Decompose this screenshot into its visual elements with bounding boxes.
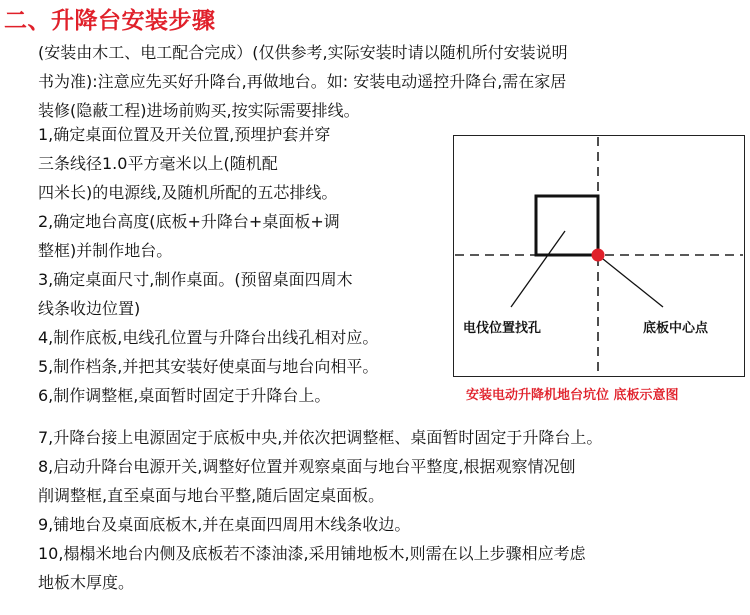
step-line: 10,榻榻米地台内侧及底板若不漆油漆,采用铺地板木,则需在以上步骤相应考虑 (38, 544, 586, 563)
hole-pointer-line (511, 231, 565, 307)
step-line: 6,制作调整框,桌面暂时固定于升降台上。 (38, 386, 331, 405)
hole-label: 电伐位置找孔 (463, 321, 542, 336)
step-line: 线条收边位置) (38, 299, 141, 318)
intro-paragraph (38, 38, 678, 125)
step-line: 四米长)的电源线,及随机所配的五芯排线。 (38, 183, 338, 202)
step-line: 7,升降台接上电源固定于底板中央,并依次把调整框、桌面暂时固定于升降台上。 (38, 428, 603, 447)
step-line: 地板木厚度。 (38, 573, 135, 592)
steps-list-bottom (38, 423, 728, 597)
intro-line: (安装由木工、电工配合完成）(仅供参考,实际安装时请以随机所付安装说明 (38, 43, 568, 62)
step-line: 三条线径1.0平方毫米以上(随机配 (38, 154, 278, 173)
diagram-drawing (453, 135, 745, 377)
step-line: 削调整框,直至桌面与地台平整,随后固定桌面板。 (38, 486, 385, 505)
steps-list-top (38, 120, 448, 410)
step-line: 整框)并制作地台。 (38, 241, 173, 260)
step-line: 9,铺地台及桌面底板木,并在桌面四周用木线条收边。 (38, 515, 411, 534)
cable-hole-box (536, 196, 598, 255)
diagram-caption: 安装电动升降机地台坑位 底板示意图 (466, 388, 679, 403)
page-title: 二、升降台安装步骤 (4, 8, 216, 34)
step-line: 8,启动升降台电源开关,调整好位置并观察桌面与地台平整度,根据观察情况刨 (38, 457, 576, 476)
center-pointer-line (598, 255, 663, 307)
center-label: 底板中心点 (643, 321, 709, 336)
step-line: 3,确定桌面尺寸,制作桌面。(预留桌面四周木 (38, 270, 353, 289)
floor-plate-diagram (453, 135, 745, 377)
step-line: 1,确定桌面位置及开关位置,预埋护套并穿 (38, 125, 331, 144)
step-line: 4,制作底板,电线孔位置与升降台出线孔相对应。 (38, 328, 379, 347)
step-line: 2,确定地台高度(底板+升降台+桌面板+调 (38, 212, 340, 231)
intro-line: 书为准):注意应先买好升降台,再做地台。如: 安装电动遥控升降台,需在家居 (38, 72, 567, 91)
center-point-dot (592, 249, 605, 262)
intro-line: 装修(隐蔽工程)进场前购买,按实际需要排线。 (38, 101, 360, 120)
step-line: 5,制作档条,并把其安装好使桌面与地台向相平。 (38, 357, 379, 376)
